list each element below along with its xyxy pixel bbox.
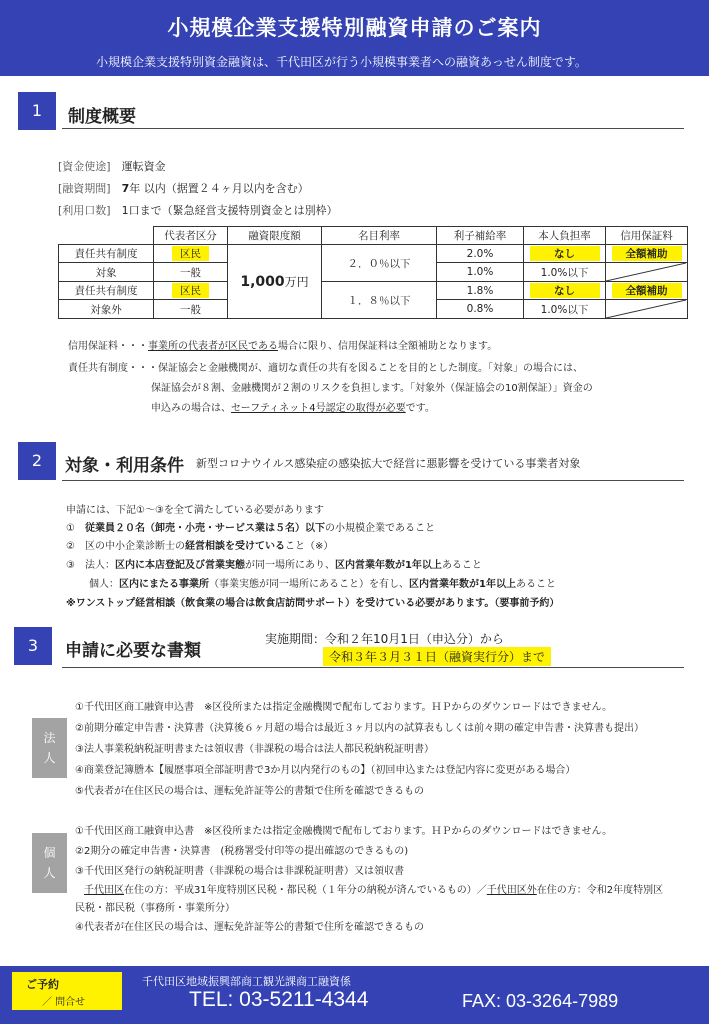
header-banner bbox=[0, 0, 709, 76]
note-shared-responsibility: 責任共有制度・・・保証協会と金融機関が、適切な責任の共有を図ることを目的とした制度。「対象」の場合には、 bbox=[68, 363, 583, 374]
overview-row-count: [利用口数] 1口まで（緊急経営支援特別資金とは別枠） bbox=[58, 204, 338, 217]
corp-doc-5: ⑤代表者が在住区民の場合は、運転免許証等公的書類で住所を確認できるもの bbox=[75, 786, 424, 797]
no-coverage-cell bbox=[606, 300, 688, 319]
indiv-doc-2: ②2期分の確定申告書・決算書 (税務署受付印等の提出確認のできるもの) bbox=[75, 846, 409, 857]
page-title: 小規模企業支援特別融資申請のご案内 bbox=[167, 16, 542, 40]
table-row: 対象 一般 1.0% 1.0%以下 bbox=[59, 263, 688, 282]
overview-row-use: [資金使途] 運転資金 bbox=[58, 160, 166, 173]
section-2-subtitle: 新型コロナウイルス感染症の感染拡大で経営に悪影響を受けている事業者対象 bbox=[196, 457, 581, 470]
section-3-number: 3 bbox=[14, 627, 52, 665]
note-risk-share: 保証協会が８割、金融機関が２割のリスクを負担します。「対象外（保証協会の10割保証）」資金の bbox=[151, 383, 593, 394]
overview-row-period: [融資期間] 7年 以内（据置２４ヶ月以内を含む） bbox=[58, 182, 309, 195]
section-2-title: 対象・利用条件 bbox=[65, 456, 184, 476]
condition-3-corporation: ③ 法人：区内に本店登記及び営業実態が同一場所にあり、区内営業年数が1年以上あること bbox=[66, 560, 482, 571]
indiv-doc-4: ④代表者が在住区民の場合は、運転免許証等公的書類で住所を確認できるもの bbox=[75, 922, 424, 933]
table-row: 対象外 一般 0.8% 1.0%以下 bbox=[59, 300, 688, 319]
corp-doc-4: ④商業登記簿謄本【履歴事項全部証明書で3か月以内発行のもの】（初回申込または登記内容に変更がある場合） bbox=[75, 765, 576, 776]
page-subtitle: 小規模企業支援特別資金融資は、千代田区が行う小規模事業者への融資あっせん制度です。 bbox=[96, 55, 587, 69]
loan-limit: 1,000万円 bbox=[228, 245, 322, 319]
note-guarantee-fee: 信用保証料・・・事業所の代表者が区民である場合に限り、信用保証料は全額補助となります。 bbox=[68, 341, 498, 352]
contact-department: 千代田区地域振興部商工観光課商工融資係 bbox=[142, 975, 351, 988]
indiv-doc-3: ③千代田区発行の納税証明書（非課税の場合は非課税証明書）又は領収書 bbox=[75, 866, 404, 877]
section-1-rule bbox=[62, 128, 684, 129]
corp-doc-2: ②前期分確定申告書・決算書（決算後６ヶ月超の場合は最近３ヶ月以内の試算表もしくは前々期の確定申告書・決算書も提出） bbox=[75, 723, 644, 734]
table-row: 責任共有制度 区民 1,000万円 ２．０％以下 2.0% なし 全額補助 bbox=[59, 245, 688, 263]
indiv-doc-3-detail: 千代田区在住の方：平成31年度特別区民税・都民税（１年分の納税が済んでいるもの）／千代田区外在住の方：令和2年度特別区 bbox=[84, 885, 664, 896]
condition-note: ※ワンストップ経営相談（飲食業の場合は飲食店訪問サポート）を受けている必要があります。（要事前予約） bbox=[66, 598, 560, 609]
corporation-label: 法 人 bbox=[32, 718, 67, 778]
reserve-badge: ご予約 ／ 問合せ bbox=[12, 972, 122, 1010]
corp-doc-3: ③法人事業税納税証明書または領収書（非課税の場合は法人都民税納税証明書） bbox=[75, 744, 434, 755]
note-safety-net: 申込みの場合は、セーフティネット4号認定の取得が必要です。 bbox=[151, 403, 435, 414]
condition-2: ② 区の中小企業診断士の経営相談を受けていること（※） bbox=[66, 541, 334, 552]
indiv-doc-3-detail-cont: 民税・都民税（事務所・事業所分） bbox=[75, 903, 235, 914]
section-3-rule bbox=[62, 667, 684, 668]
no-coverage-cell bbox=[606, 263, 688, 282]
corp-doc-1: ①千代田区商工融資申込書 ※区役所または指定金融機関で配布しております。ＨＰからのダウンロードはできません。 bbox=[75, 702, 613, 713]
contact-fax: FAX: 03-3264-7989 bbox=[462, 991, 619, 1011]
section-1-number: 1 bbox=[18, 92, 56, 130]
section-2-number: 2 bbox=[18, 442, 56, 480]
table-row: 責任共有制度 区民 １．８％以下 1.8% なし 全額補助 bbox=[59, 282, 688, 300]
section-1-title: 制度概要 bbox=[68, 107, 136, 127]
period-end: 令和３年３月３１日（融資実行分）まで bbox=[323, 647, 551, 666]
rate-table bbox=[58, 226, 688, 319]
contact-tel: TEL: 03-5211-4344 bbox=[189, 988, 369, 1011]
condition-1: ① 従業員２０名（卸売・小売・サービス業は５名）以下の小規模企業であること bbox=[66, 523, 435, 534]
period-label: 実施期間：令和２年10月1日（申込分）から bbox=[265, 632, 504, 646]
section-2-rule bbox=[62, 480, 684, 481]
indiv-doc-1: ①千代田区商工融資申込書 ※区役所または指定金融機関で配布しております。ＨＰからのダウンロードはできません。 bbox=[75, 826, 613, 837]
conditions-intro: 申請には、下記①～③を全て満たしている必要があります bbox=[66, 505, 324, 516]
rate-table-header: 代表者区分 融資限度額 名目利率 利子補給率 本人負担率 信用保証料 bbox=[59, 227, 688, 245]
condition-3-individual: 個人：区内にまたる事業所（事業実態が同一場所にあること）を有し、区内営業年数が1年以上あること bbox=[89, 579, 556, 590]
individual-label: 個 人 bbox=[32, 833, 67, 893]
section-3-title: 申請に必要な書類 bbox=[65, 641, 201, 661]
